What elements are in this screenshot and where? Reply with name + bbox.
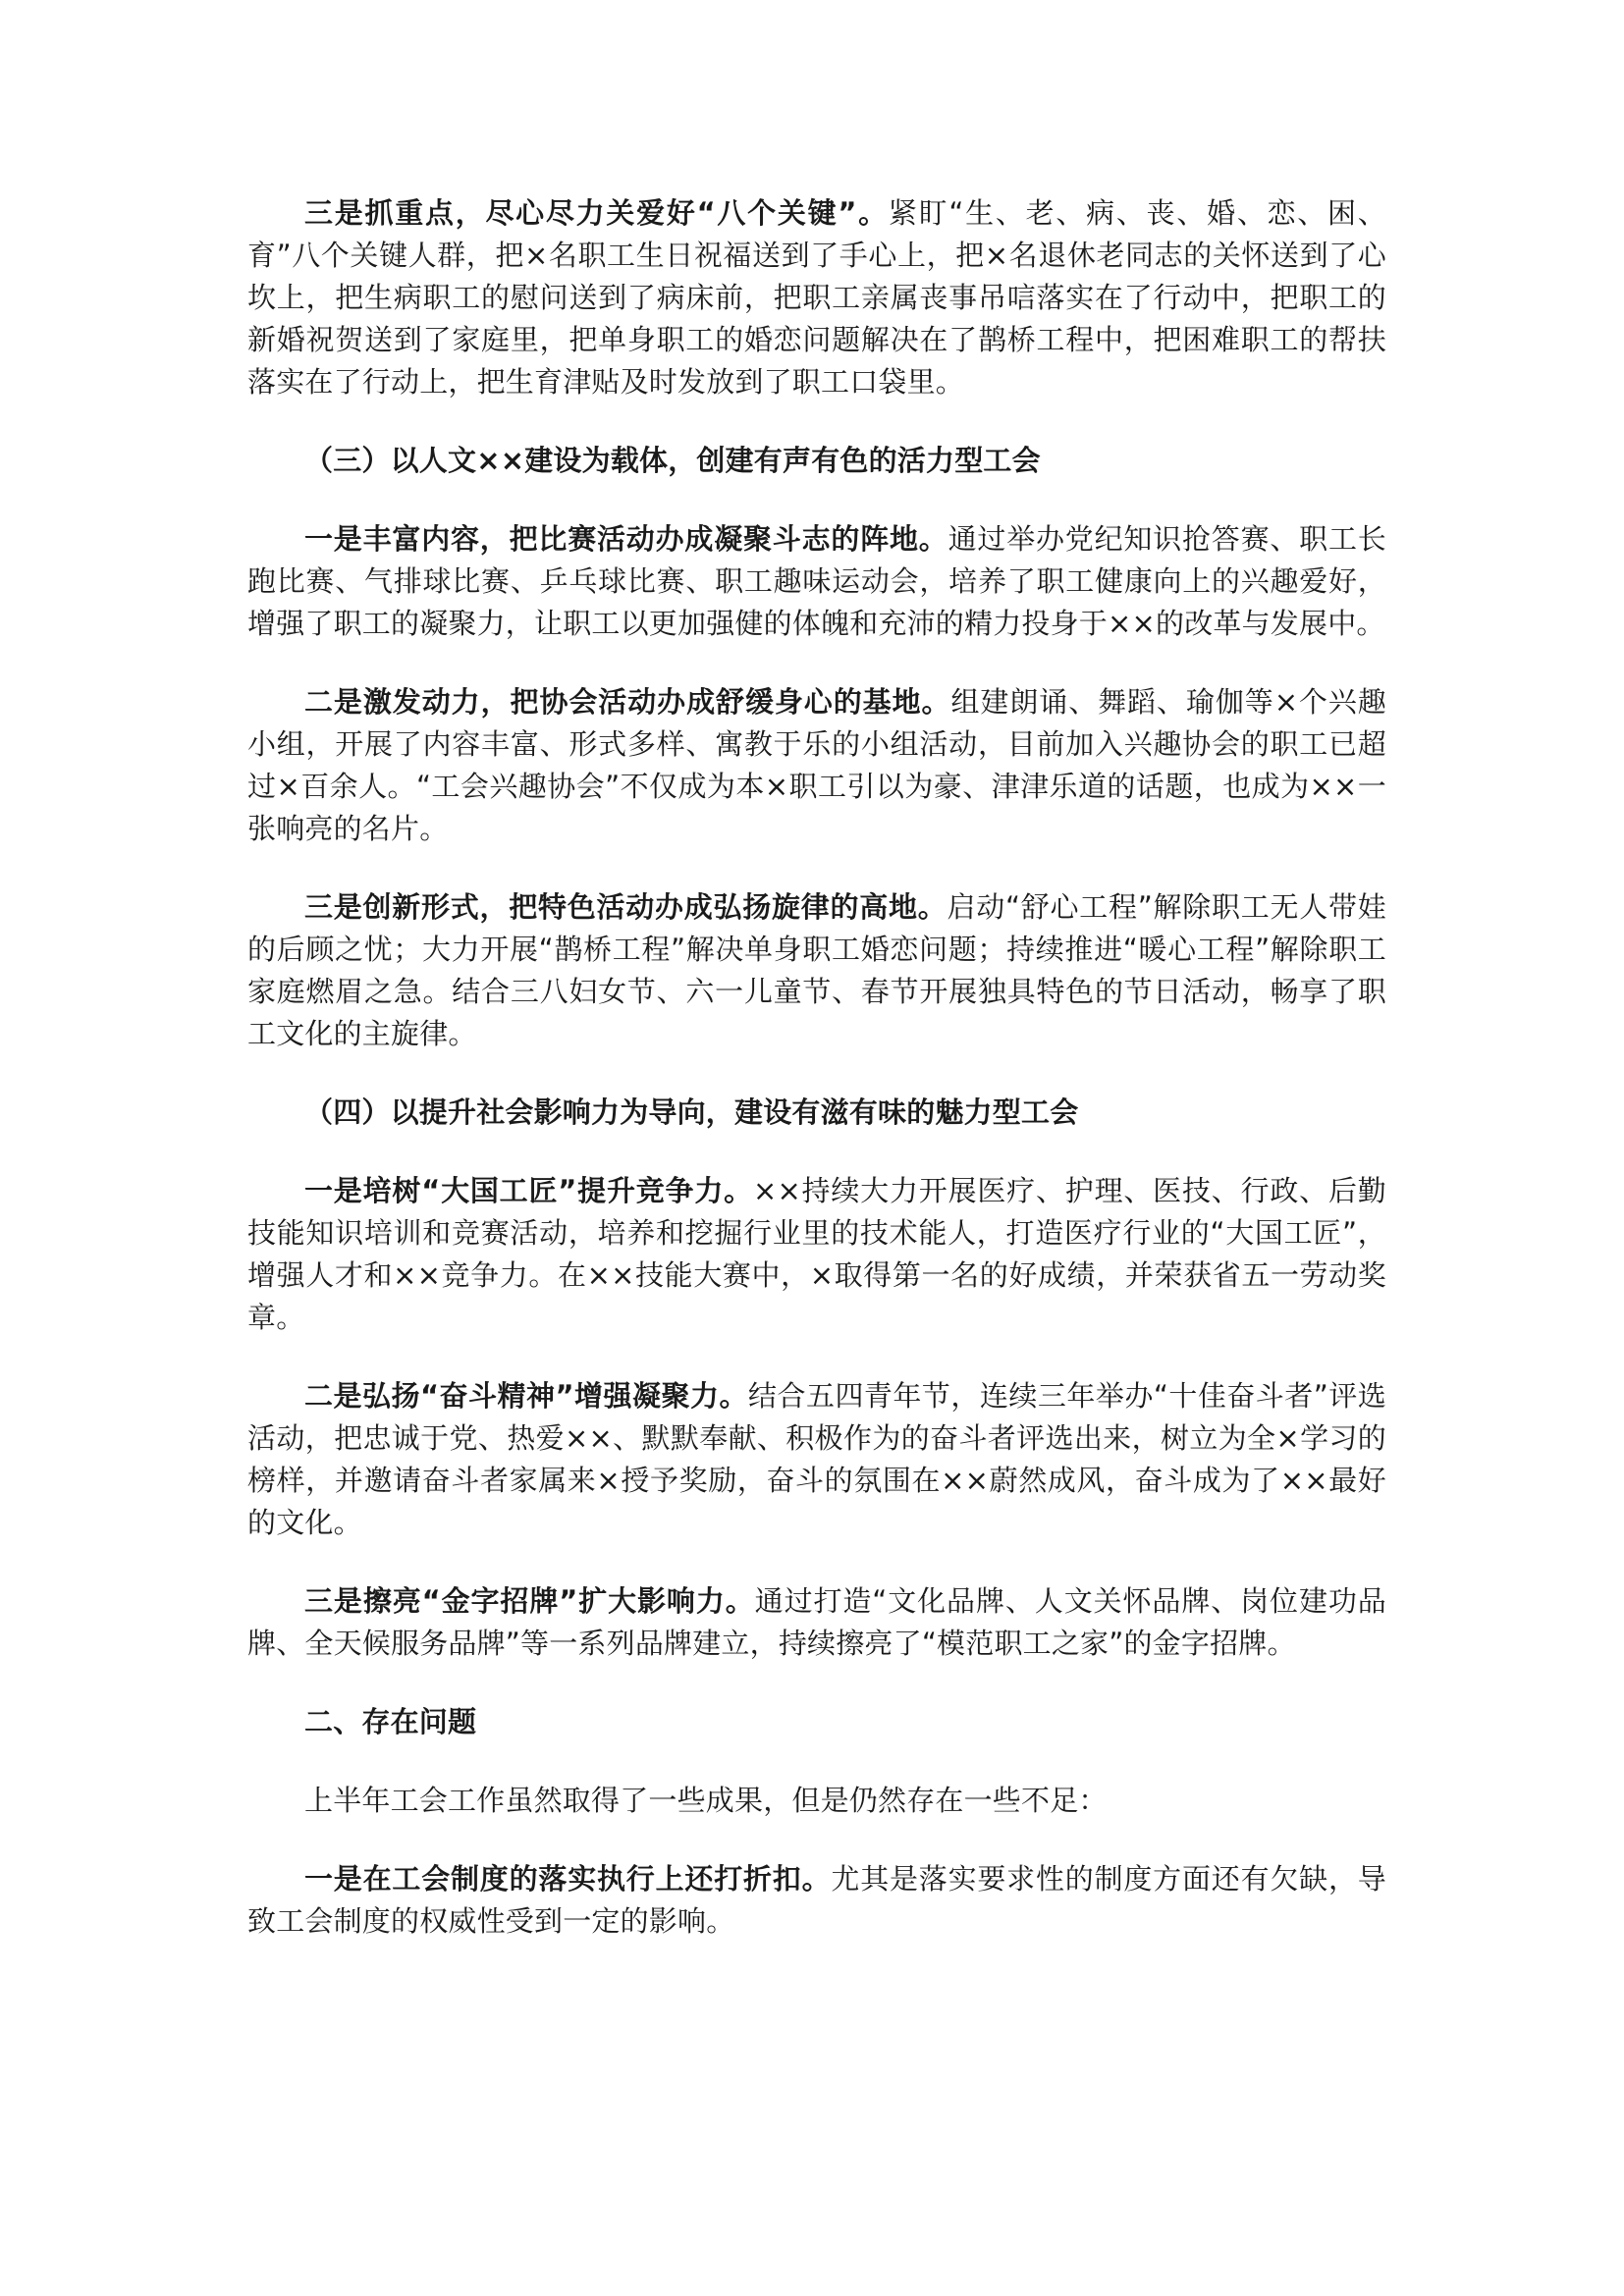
paragraph-body: 启动“舒心工程”解除职工无人带娃的后顾之忧；大力开展“鹊桥工程”解决单身职工婚恋问题；持续推进“暖心工程”解除职工家庭燃眉之急。结合三八妇女节、六一儿童节、春节开展独具特色的节日活动，畅享了职工文化的主旋律。 [247, 890, 1386, 1050]
paragraph-body: ××持续大力开展医疗、护理、医技、行政、后勤技能知识培训和竞赛活动，培养和挖掘行业里的技术能人，打造医疗行业的“大国工匠”，增强人才和××竞争力。在××技能大赛中，×取得第一名的好成绩，并荣获省五一劳动奖章。 [247, 1174, 1386, 1334]
paragraph-body: 上半年工会工作虽然取得了一些成果，但是仍然存在一些不足： [304, 1784, 1108, 1817]
paragraph-body: 尤其是落实要求性的制度方面还有欠缺，导致工会制度的权威性受到一定的影响。 [247, 1862, 1386, 1938]
paragraph-body: 紧盯“生、老、病、丧、婚、恋、困、育”八个关键人群，把×名职工生日祝福送到了手心上，把×名退休老同志的关怀送到了心坎上，把生病职工的慰问送到了病床前，把职工亲属丧事吊唁落实在了行动中，把职工的新婚祝贺送到了家庭里，把单身职工的婚恋问题解决在了鹊桥工程中，把困难职工的帮扶落实在了行动上，把生育津贴及时发放到了职工口袋里。 [247, 196, 1386, 399]
paragraph-associations [247, 681, 1386, 850]
paragraph-body: 通过举办党纪知识抢答赛、职工长跑比赛、气排球比赛、乒乓球比赛、职工趣味运动会，培养了职工健康向上的兴趣爱好，增强了职工的凝聚力，让职工以更加强健的体魄和充沛的精力投身于××的改革与发展中。 [247, 522, 1386, 640]
section-heading-4: （四）以提升社会影响力为导向，建设有滋有味的魅力型工会 [304, 1095, 1079, 1129]
paragraph-lead: 一是在工会制度的落实执行上还打折扣。 [304, 1862, 832, 1896]
paragraph-lead: 一是培树“大国工匠”提升竞争力。 [304, 1174, 753, 1207]
section-heading-3: （三）以人文××建设为载体，创建有声有色的活力型工会 [304, 444, 1041, 477]
paragraph-body: 通过打造“文化品牌、人文关怀品牌、岗位建功品牌、全天候服务品牌”等一系列品牌建立，持续擦亮了“模范职工之家”的金字招牌。 [247, 1584, 1386, 1660]
paragraph-struggle-spirit [247, 1375, 1386, 1544]
paragraph-lead: 三是擦亮“金字招牌”扩大影响力。 [304, 1584, 755, 1618]
paragraph-golden-brand [247, 1580, 1386, 1665]
paragraph-competitions [247, 518, 1386, 645]
paragraph-lead: 二是激发动力，把协会活动办成舒缓身心的基地。 [304, 685, 951, 719]
paragraph-lead: 二是弘扬“奋斗精神”增强凝聚力。 [304, 1379, 748, 1413]
paragraph-lead: 一是丰富内容，把比赛活动办成凝聚斗志的阵地。 [304, 522, 948, 556]
section-heading-problems: 二、存在问题 [304, 1705, 477, 1738]
paragraph-craftsmen [247, 1170, 1386, 1339]
paragraph-problem-1 [247, 1858, 1386, 1943]
paragraph-lead: 三是创新形式，把特色活动办成弘扬旋律的高地。 [304, 890, 947, 924]
paragraph-intro-problems [247, 1780, 1386, 1822]
paragraph-special-activities [247, 886, 1386, 1055]
paragraph-body: 结合五四青年节，连续三年举办“十佳奋斗者”评选活动，把忠诚于党、热爱××、默默奉献、积极作为的奋斗者评选出来，树立为全×学习的榜样，并邀请奋斗者家属来×授予奖励，奋斗的氛围在××蔚然成风，奋斗成为了××最好的文化。 [247, 1379, 1386, 1539]
paragraph-body: 组建朗诵、舞蹈、瑜伽等×个兴趣小组，开展了内容丰富、形式多样、寓教于乐的小组活动，目前加入兴趣协会的职工已超过×百余人。“工会兴趣协会”不仅成为本×职工引以为豪、津津乐道的话题，也成为××一张响亮的名片。 [247, 685, 1386, 845]
paragraph-key-groups [247, 192, 1386, 403]
document-page [247, 192, 1386, 1979]
paragraph-lead: 三是抓重点，尽心尽力关爱好“八个关键”。 [304, 196, 889, 230]
